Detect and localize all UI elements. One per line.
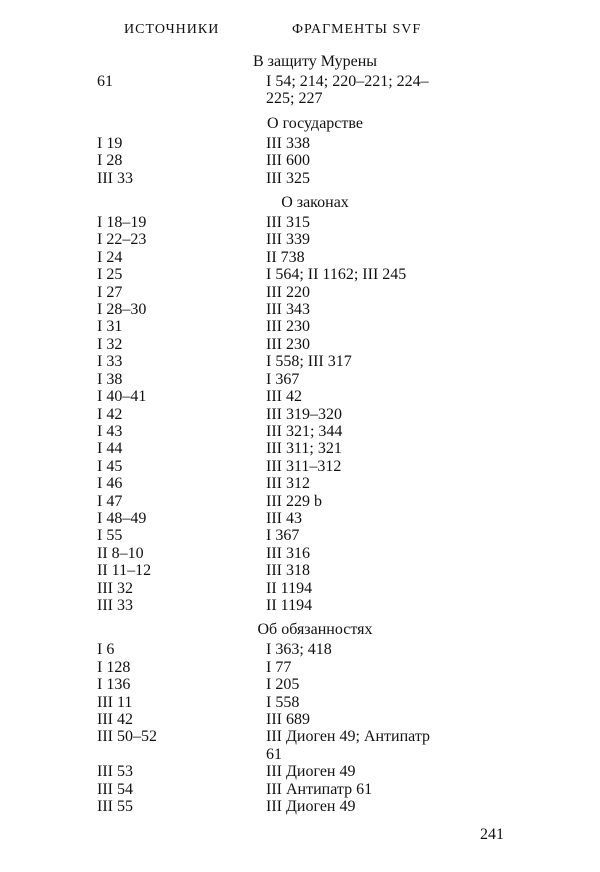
fragment-ref: I 205	[266, 676, 300, 694]
table-row	[0, 423, 600, 440]
source-ref: I 28	[97, 152, 123, 170]
table-row	[0, 406, 600, 423]
source-ref: III 32	[97, 579, 133, 597]
source-ref: I 55	[97, 527, 123, 545]
source-ref: I 32	[97, 335, 123, 353]
source-ref: III 55	[97, 798, 133, 816]
table-row	[0, 214, 600, 231]
fragment-ref: III 321; 344	[266, 422, 343, 440]
source-ref: II 11–12	[97, 562, 152, 580]
source-ref: I 22–23	[97, 231, 147, 249]
fragment-ref: II 1194	[266, 579, 313, 597]
source-ref: I 31	[97, 318, 123, 336]
section-title: О законах	[281, 194, 349, 212]
source-ref: 61	[97, 73, 113, 90]
source-ref: I 28–30	[97, 301, 147, 319]
table-row	[0, 231, 600, 248]
source-ref: I 46	[97, 475, 123, 493]
table-row	[0, 527, 600, 544]
section-rows	[0, 73, 600, 108]
table-row	[0, 763, 600, 780]
fragment-ref: III 339	[266, 231, 310, 249]
table-row	[0, 562, 600, 579]
source-ref: III 54	[97, 780, 133, 798]
table-row	[0, 284, 600, 301]
fragment-ref: III 319–320	[266, 405, 342, 423]
source-ref: III 33	[97, 596, 133, 614]
fragment-ref: III 315	[266, 214, 310, 232]
source-ref: I 18–19	[97, 214, 147, 232]
fragment-ref: III 600	[266, 152, 310, 170]
section-rows	[0, 214, 600, 614]
fragment-ref: III 316	[266, 544, 310, 562]
fragment-ref: III Антипатр 61	[266, 780, 373, 798]
table-row	[0, 475, 600, 492]
section-rows	[0, 135, 600, 187]
fragment-ref: III 43	[266, 509, 302, 527]
table-row	[0, 641, 600, 658]
table-row	[0, 318, 600, 335]
source-ref: I 48–49	[97, 509, 147, 527]
table-row	[0, 371, 600, 388]
table-row	[0, 545, 600, 562]
source-ref: III 53	[97, 763, 133, 781]
table-row	[0, 798, 600, 815]
section-title: Об обязанностях	[257, 621, 373, 639]
table-row	[0, 781, 600, 798]
fragment-ref: III Диоген 49	[266, 798, 356, 816]
table-row	[0, 266, 600, 283]
fragment-ref: I 367	[266, 370, 300, 388]
fragment-ref: III 220	[266, 283, 310, 301]
source-ref: I 27	[97, 283, 123, 301]
source-ref: I 40–41	[97, 388, 147, 406]
source-ref: III 11	[97, 693, 133, 711]
fragment-ref: I 558; III 317	[266, 353, 352, 371]
table-row	[0, 170, 600, 187]
running-header	[0, 22, 600, 46]
source-ref: II 8–10	[97, 544, 144, 562]
fragment-ref: III 230	[266, 335, 310, 353]
source-ref: I 44	[97, 440, 123, 458]
table-row	[0, 694, 600, 711]
fragment-ref: I 558	[266, 693, 300, 711]
source-ref: I 33	[97, 353, 123, 371]
source-ref: I 25	[97, 266, 123, 284]
fragment-ref: III 325	[266, 169, 310, 187]
fragment-ref: III 311; 321	[266, 440, 342, 458]
source-ref: I 47	[97, 492, 123, 510]
fragment-ref: III 338	[266, 134, 310, 152]
source-ref: I 128	[97, 658, 131, 676]
table-row	[0, 458, 600, 475]
table-row	[0, 440, 600, 457]
table-row	[0, 711, 600, 728]
fragment-ref: III 229 b	[266, 492, 322, 510]
fragment-ref: III 230	[266, 318, 310, 336]
table-row	[0, 728, 600, 763]
section-rows	[0, 641, 600, 815]
fragment-ref: III 318	[266, 562, 310, 580]
fragment-ref: III 343	[266, 301, 310, 319]
table-row	[0, 510, 600, 527]
table-row	[0, 493, 600, 510]
fragment-ref: III Диоген 49; Антипатр 61	[266, 728, 431, 763]
section-title: В защиту Мурены	[253, 53, 377, 70]
fragment-ref: I 367	[266, 527, 300, 545]
source-ref: I 6	[97, 641, 115, 659]
table-row	[0, 676, 600, 693]
header-sources: ИСТОЧНИКИ	[124, 22, 220, 37]
table-row	[0, 580, 600, 597]
source-ref: III 42	[97, 711, 133, 728]
source-ref: I 42	[97, 405, 123, 423]
table-row	[0, 388, 600, 405]
page-number: 241	[480, 826, 504, 843]
fragment-ref: III Диоген 49	[266, 763, 356, 781]
table-row	[0, 135, 600, 152]
fragment-ref: III 312	[266, 475, 310, 493]
table-row	[0, 249, 600, 266]
table-row	[0, 336, 600, 353]
source-ref: III 33	[97, 169, 133, 187]
table-row	[0, 152, 600, 169]
table-row	[0, 597, 600, 614]
fragment-ref: II 1194	[266, 596, 313, 614]
table-row	[0, 353, 600, 370]
source-ref: I 45	[97, 457, 123, 475]
table-row	[0, 73, 600, 108]
source-ref: I 24	[97, 248, 123, 266]
fragment-ref: III 42	[266, 388, 302, 406]
header-fragments: ФРАГМЕНТЫ SVF	[292, 22, 422, 37]
fragment-ref: III 689	[266, 711, 310, 728]
table-row	[0, 301, 600, 318]
section-title: О государстве	[267, 114, 363, 132]
source-ref: I 43	[97, 422, 123, 440]
fragment-ref: I 54; 214; 220–221; 224–225; 227	[266, 73, 429, 108]
source-ref: I 38	[97, 370, 123, 388]
source-ref: I 136	[97, 676, 131, 694]
fragment-ref: I 564; II 1162; III 245	[266, 266, 407, 284]
fragment-ref: I 77	[266, 658, 292, 676]
fragment-ref: II 738	[266, 248, 305, 266]
fragment-ref: III 311–312	[266, 457, 342, 475]
table-row	[0, 659, 600, 676]
source-ref: III 50–52	[97, 728, 157, 746]
source-ref: I 19	[97, 134, 123, 152]
concordance-table	[0, 52, 600, 821]
fragment-ref: I 363; 418	[266, 641, 332, 659]
